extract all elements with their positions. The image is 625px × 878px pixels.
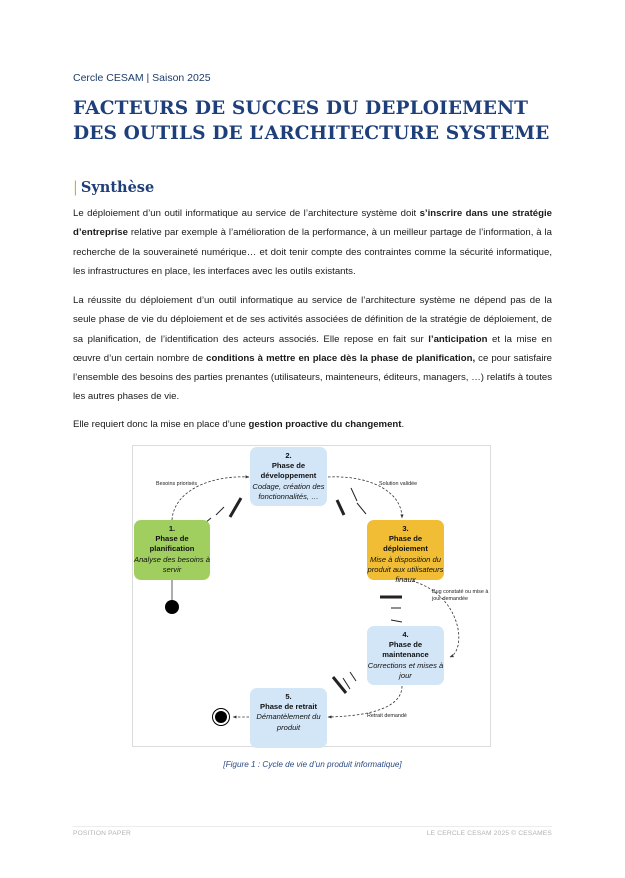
phase-2-number: 2. (285, 451, 292, 460)
paragraph-2-text-b: et la mise en œuvre d’un certain nombre de (73, 333, 552, 364)
phase-3-name: Phase de déploiement (383, 534, 428, 554)
transition-label-bug: Bug constaté ou mise à jour demandée (432, 589, 489, 602)
paragraph-2 (73, 291, 552, 407)
phase-2-name: Phase de développement (260, 461, 317, 481)
phase-1-number: 1. (168, 524, 176, 533)
paragraph-3-bold-a: gestion proactive du changement (248, 419, 402, 430)
phase-5-number: 5. (285, 692, 292, 701)
paragraph-1-text-a: Le déploiement d’un outil informatique au service de l’architecture système doit (73, 208, 420, 219)
transition-label-solution: Solution validée (379, 481, 418, 487)
section-heading-text: Synthèse (80, 179, 155, 196)
phase-box-developpement (250, 447, 327, 506)
figure-caption: [Figure 1 : Cycle de vie d’un produit informatique] (223, 760, 402, 769)
paragraph-2-text-c: ce pour satisfaire l’ensemble des besoins des parties prenantes (utilisateurs, mainteneurs, éditeurs, managers, …) relatifs à toutes les autres phases de vie. (73, 352, 552, 403)
footer-left: POSITION PAPER (73, 830, 132, 837)
phase-4-desc: Corrections et mises à jour (367, 660, 444, 680)
phase-box-planification (134, 520, 210, 580)
phase-5-desc: Démantèlement du produit (256, 712, 321, 732)
start-node (165, 600, 179, 614)
phase-1-desc: Analyse des besoins à servir (134, 554, 210, 574)
transition-label-besoins: Besoins priorisés (156, 481, 198, 487)
paragraph-1-bold-a: s’inscrire dans une stratégie d’entreprise (73, 208, 552, 239)
phase-box-maintenance (367, 626, 444, 685)
paragraph-2-bold-a: l’anticipation (428, 333, 488, 345)
footer-divider (73, 826, 552, 827)
phase-3-desc: Mise à disposition du produit aux utilisateurs finaux (367, 554, 444, 585)
paragraph-3-text-a: Elle requiert donc la mise en place d’une (73, 419, 249, 430)
paragraph-2-text-a: La réussite du déploiement d’un outil informatique au service de l’architecture système ne dépend pas de la seule phase de vie du déploiement et de ses activités associées de définition de la stratégie de déploiement, de sa planification, de l’identification des acteurs associés. Elle repose en fait sur (73, 295, 552, 345)
paragraph-3-text-b: . (401, 419, 405, 430)
phase-3-number: 3. (402, 524, 409, 533)
transition-label-retrait: Retrait demandé (367, 713, 407, 719)
paragraph-3 (73, 415, 552, 434)
paragraph-2-bold-b: conditions à mettre en place dès la phase de planification, (206, 352, 476, 364)
phase-5-name: Phase de retrait (260, 702, 317, 712)
phase-box-deploiement (367, 520, 444, 585)
footer-right: LE CERCLE CESAM 2025 © CESAMES (426, 830, 552, 837)
end-node-core (215, 711, 227, 723)
paragraph-1-text-b: relative par exemple à l’amélioration de la performance, à un meilleur partage de l’information, à la recherche de la souveraineté numérique… et doit tenir compte des contraintes comme la sécurité informatique, les infrastructures en place, les interfaces avec les outils existants. (73, 227, 552, 277)
paragraph-1 (73, 204, 552, 281)
section-heading-bar: | (73, 180, 78, 196)
phase-box-retrait (250, 688, 327, 748)
phase-1-name: Phase de planification (149, 534, 195, 554)
header-org-season: Cercle CESAM | Saison 2025 (73, 72, 211, 84)
page-title: FACTEURS DE SUCCES DU DEPLOIEMENT DES OUTILS DE L’ARCHITECTURE SYSTEME (73, 98, 550, 144)
phase-2-desc: Codage, création des fonctionnalités, … (252, 481, 325, 501)
section-heading (73, 179, 154, 196)
phase-4-number: 4. (402, 630, 409, 639)
phase-4-name: Phase de maintenance (382, 640, 429, 660)
